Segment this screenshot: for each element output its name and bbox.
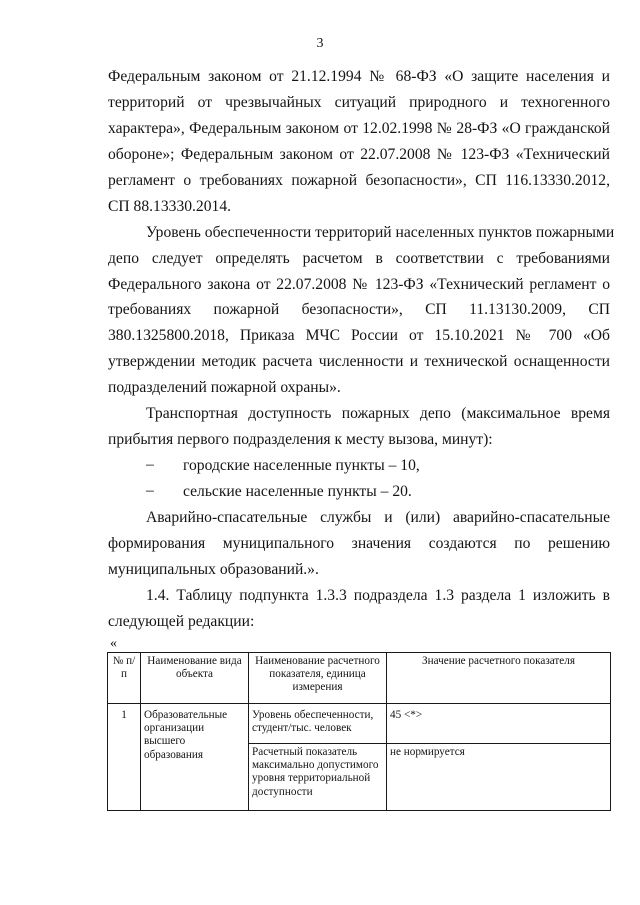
list-dash: – bbox=[146, 456, 154, 473]
list-dash: – bbox=[146, 482, 154, 499]
text-line: формирования муниципального значения создаются по решению bbox=[108, 535, 610, 552]
text-line: СП 88.13330.2014. bbox=[108, 198, 232, 215]
row-number-cell: 1 bbox=[108, 704, 141, 811]
text-line: Федерального закона от 22.07.2008 № 123-ФЗ «Технический регламент о bbox=[108, 276, 610, 293]
text-line: Аварийно-спасательные службы и (или) аварийно-спасательные bbox=[146, 509, 610, 526]
object-cell: Образовательные организации высшего образования bbox=[141, 704, 249, 811]
text-line: утверждении методик расчета численности и технической оснащенности bbox=[108, 353, 610, 370]
text-line: прибытия первого подразделения к месту вызова, минут): bbox=[108, 431, 493, 448]
indicator-cell: Уровень обеспеченности, студент/тыс. человек bbox=[249, 704, 387, 744]
list-item: сельские населенные пункты – 20. bbox=[183, 483, 412, 500]
text-line: подразделений пожарной охраны». bbox=[108, 379, 341, 396]
list-item: городские населенные пункты – 10, bbox=[183, 457, 420, 474]
text-line: депо следует определять расчетом в соответствии с требованиями bbox=[108, 250, 610, 267]
header-cell: Значение расчетного показателя bbox=[387, 653, 611, 704]
text-line: характера», Федеральным законом от 12.02.1998 № 28-ФЗ «О гражданской bbox=[108, 120, 610, 137]
open-quote: « bbox=[110, 636, 117, 651]
text-line: требованиях пожарной безопасности», СП 11.13130.2009, СП bbox=[108, 301, 610, 318]
text-line: регламент о требованиях пожарной безопасности», СП 116.13330.2012, bbox=[108, 172, 610, 189]
text-line: муниципальных образований.». bbox=[108, 561, 319, 578]
value-cell: не нормируется bbox=[387, 744, 611, 811]
table-row bbox=[108, 704, 611, 744]
text-line: Уровень обеспеченности территорий населенных пунктов пожарными bbox=[146, 224, 615, 241]
text-line: 380.1325800.2018, Приказа МЧС России от 15.10.2021 № 700 «Об bbox=[108, 327, 610, 344]
table-header-row bbox=[108, 653, 611, 704]
value-cell: 45 <*> bbox=[387, 704, 611, 744]
page-number: 3 bbox=[316, 36, 324, 51]
indicator-cell: Расчетный показатель максимально допустимого уровня территориальной доступности bbox=[249, 744, 387, 811]
text-line: Транспортная доступность пожарных депо (максимальное время bbox=[146, 405, 610, 422]
indicator-table bbox=[107, 652, 611, 811]
header-cell: Наименование расчетного показателя, единица измерения bbox=[249, 653, 387, 704]
text-line: Федеральным законом от 21.12.1994 № 68-ФЗ «О защите населения и bbox=[108, 68, 610, 85]
text-line: 1.4. Таблицу подпункта 1.3.3 подраздела 1.3 раздела 1 изложить в bbox=[146, 587, 610, 604]
text-line: территорий от чрезвычайных ситуаций природного и техногенного bbox=[108, 94, 610, 111]
text-line: обороне»; Федеральным законом от 22.07.2008 № 123-ФЗ «Технический bbox=[108, 146, 610, 163]
text-line: следующей редакции: bbox=[108, 613, 255, 630]
header-cell: Наименование вида объекта bbox=[141, 653, 249, 704]
header-cell: № п/п bbox=[108, 653, 141, 704]
